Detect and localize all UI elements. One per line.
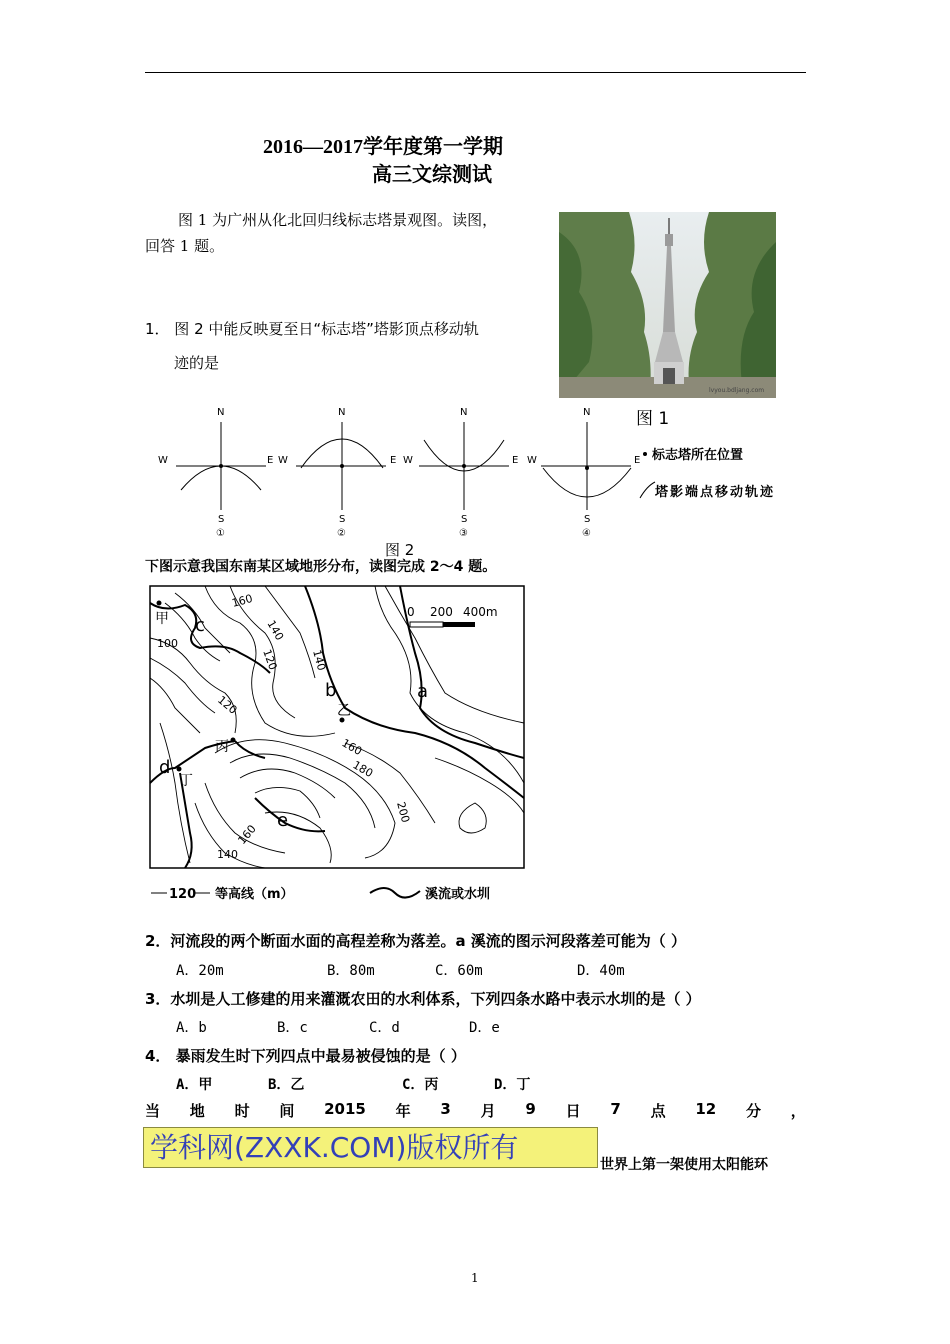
spread-word: 9 — [525, 1100, 536, 1118]
contour-label: 120 — [215, 693, 240, 717]
question-3-stem: 3．水圳是人工修建的用来灌溉农田的水利体系，下列四条水路中表示水圳的是（ ） — [145, 990, 701, 1008]
contour-label: 160 — [235, 822, 259, 847]
spread-word: 12 — [695, 1100, 717, 1118]
spread-word: 2015 — [324, 1100, 366, 1118]
scale-zero: 0 — [407, 605, 415, 619]
contour-label: 140 — [217, 848, 238, 861]
compass-n: N — [583, 407, 591, 418]
option-number-1: ① — [216, 528, 225, 539]
figure-2-diagrams — [145, 402, 805, 552]
option-number-3: ③ — [459, 528, 468, 539]
figure-2-label: 图 2 — [385, 541, 415, 559]
q4-option-b: B．乙 — [268, 1077, 305, 1093]
option-number-4: ④ — [582, 528, 591, 539]
spread-word: 分 — [746, 1102, 762, 1120]
legend-contour-value: 120 — [169, 887, 197, 902]
compass-w: W — [278, 455, 288, 466]
stream-label-d: d — [159, 757, 171, 778]
point-bing: 丙 — [215, 739, 229, 755]
photo-watermark: lvyou.bdljang.com — [709, 387, 765, 394]
map-legend — [151, 886, 490, 902]
stream-label-e: e — [277, 810, 289, 831]
map-intro: 下图示意我国东南某区域地形分布，读图完成 2～4 题。 — [145, 559, 497, 575]
legend-tower-position: 标志塔所在位置 — [652, 448, 744, 463]
question-5-intro-line — [145, 1100, 806, 1121]
q2-option-d: D．40m — [577, 963, 625, 979]
figure-2-legend — [640, 447, 775, 500]
spread-word: 点 — [650, 1102, 666, 1120]
stream-label-c: c — [195, 615, 205, 636]
stream-label-b: b — [325, 680, 337, 701]
point-yi: 乙 — [337, 703, 351, 719]
compass-w: W — [403, 455, 413, 466]
compass-s: S — [339, 514, 346, 525]
intro-line-1: 图 1 为广州从化北回归线标志塔景观图。读图， — [178, 211, 498, 229]
diagram-4 — [527, 407, 640, 539]
q3-option-c: C．d — [369, 1020, 400, 1036]
intro-line-2: 回答 1 题。 — [145, 237, 225, 255]
q2-option-c: C．60m — [435, 963, 483, 979]
q2-option-b: B．80m — [327, 963, 375, 979]
diagram-3 — [403, 407, 518, 539]
legend-contour-label: 等高线（m） — [215, 887, 294, 902]
page-title: 2016—2017学年度第一学期 — [263, 136, 503, 158]
spread-word: 日 — [565, 1102, 581, 1120]
spread-word: 月 — [480, 1102, 496, 1120]
contour-label: 160 — [230, 591, 255, 610]
question-1-line-2: 迹的是 — [174, 354, 220, 372]
contour-label: 180 — [350, 758, 376, 781]
copyright-banner: 学科网(ZXXK.COM)版权所有 — [143, 1127, 598, 1168]
question-2-stem: 2．河流段的两个断面水面的高程差称为落差。a 溪流的图示河段落差可能为（ ） — [145, 932, 687, 950]
compass-w: W — [158, 455, 168, 466]
contour-label: 120 — [260, 647, 280, 672]
contour-label: 140 — [264, 618, 287, 643]
contour-label: 140 — [310, 648, 329, 673]
spread-word: 时 — [234, 1102, 250, 1120]
spread-word: 7 — [610, 1100, 621, 1118]
contour-label: 160 — [339, 736, 365, 759]
compass-w: W — [527, 455, 537, 466]
q3-option-d: D．e — [469, 1020, 500, 1036]
contour-label: 100 — [157, 637, 178, 650]
question-5-continuation: 世界上第一架使用太阳能环 — [600, 1157, 768, 1173]
diagram-2 — [278, 407, 396, 539]
compass-n: N — [338, 407, 346, 418]
q3-option-a: A．b — [176, 1020, 207, 1036]
spread-word: 年 — [395, 1102, 411, 1120]
compass-e: E — [512, 455, 519, 466]
page-subtitle: 高三文综测试 — [372, 164, 492, 186]
contour-label: 200 — [394, 800, 413, 825]
compass-e: E — [390, 455, 397, 466]
legend-stream-label: 溪流或水圳 — [425, 887, 491, 902]
q3-option-b: B．c — [277, 1020, 308, 1036]
compass-s: S — [218, 514, 225, 525]
q2-option-a: A．20m — [176, 963, 224, 979]
point-jia: 甲 — [155, 611, 169, 627]
compass-s: S — [461, 514, 468, 525]
point-ding: 丁 — [179, 773, 193, 789]
option-number-2: ② — [337, 528, 346, 539]
question-4-stem: 4． 暴雨发生时下列四点中最易被侵蚀的是（ ） — [145, 1047, 466, 1065]
spread-word: 地 — [189, 1102, 205, 1120]
diagram-1 — [158, 407, 273, 539]
compass-n: N — [217, 407, 225, 418]
compass-e: E — [634, 455, 641, 466]
compass-n: N — [460, 407, 468, 418]
spread-word: 当 — [145, 1102, 161, 1120]
scale-mid: 200 — [430, 605, 453, 619]
compass-e: E — [267, 455, 274, 466]
header-rule — [145, 72, 806, 73]
spread-word: ， — [790, 1102, 806, 1120]
stream-label-a: a — [417, 681, 429, 702]
spread-word: 间 — [279, 1102, 295, 1120]
figure-1-label: 图 1 — [636, 409, 670, 429]
q4-option-a: A．甲 — [176, 1077, 213, 1093]
q4-option-d: D．丁 — [494, 1077, 531, 1093]
tower-photo — [559, 212, 776, 398]
q4-option-c: C．丙 — [402, 1077, 439, 1093]
compass-s: S — [584, 514, 591, 525]
page-number: 1 — [471, 1271, 479, 1285]
legend-shadow-track: 塔影端点移动轨迹 — [655, 485, 776, 500]
scale-end: 400m — [463, 605, 498, 619]
question-1-line-1: 1． 图 2 中能反映夏至日“标志塔”塔影顶点移动轨 — [145, 320, 479, 338]
spread-word: 3 — [440, 1100, 451, 1118]
topographic-map — [145, 583, 530, 908]
